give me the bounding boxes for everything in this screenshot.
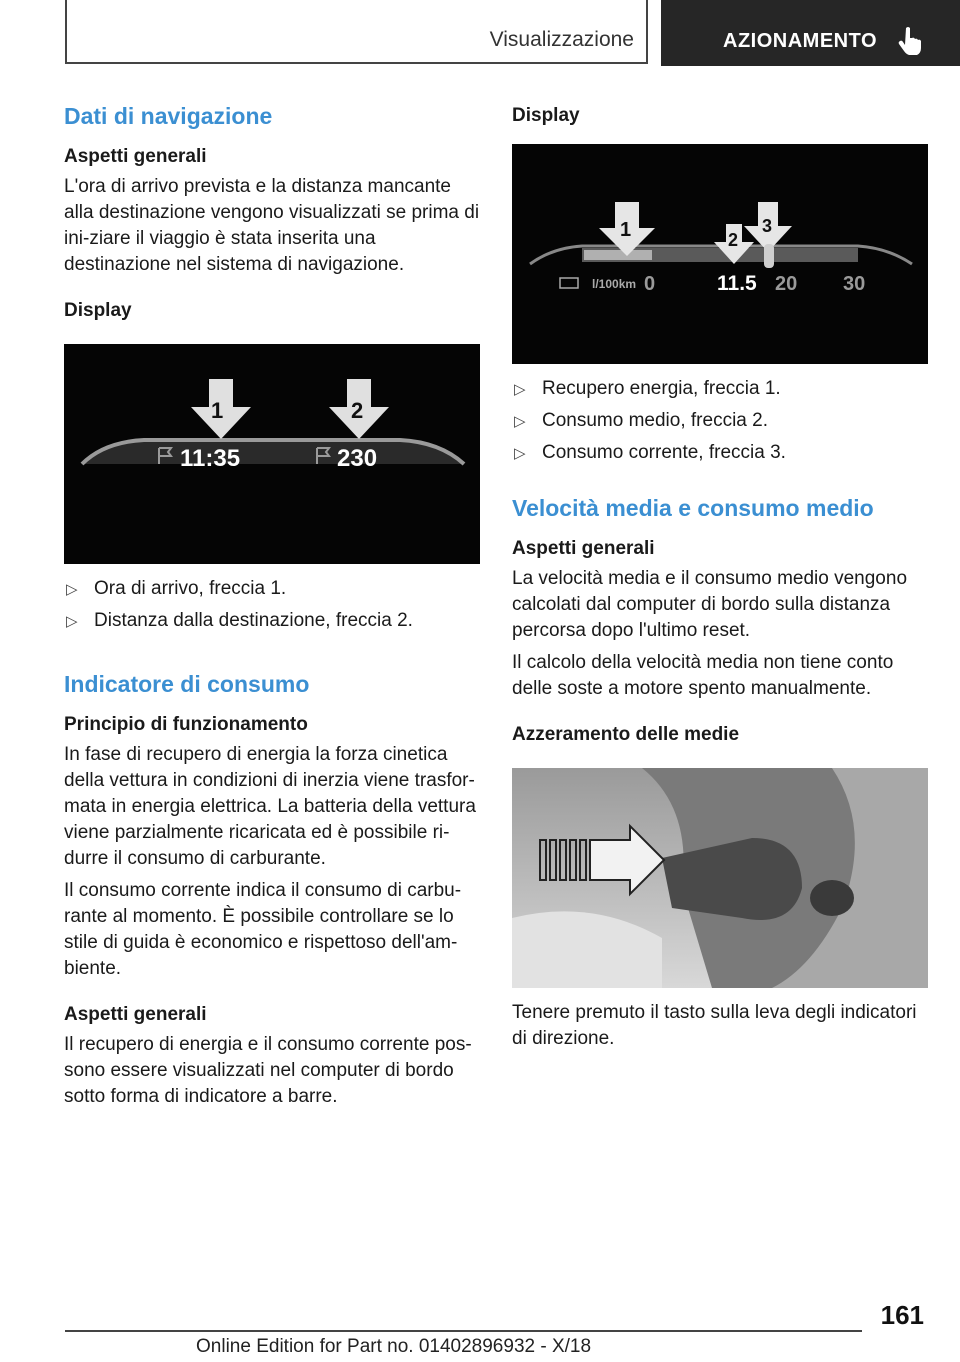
figure-turn-signal-lever	[512, 768, 928, 988]
figure-navigation-display	[64, 344, 480, 564]
list-item: ▷ Consumo corrente, freccia 3.	[512, 440, 928, 466]
bullet-triangle-icon: ▷	[514, 413, 526, 430]
remaining-distance: 230	[337, 445, 378, 472]
arrow-3-label: 3	[762, 216, 773, 236]
arrow-1-label: 1	[620, 219, 632, 241]
paragraph-navigation: L'ora di arrivo prevista e la distanza mancante alla destinazione vengono visualizzati se prima di ini-ziare il viaggio è stata inserita una destinazione nel sistema di navigazione.	[64, 176, 480, 275]
subheading-general: Aspetti generali	[512, 538, 655, 559]
current-marker	[764, 244, 774, 268]
bullet-triangle-icon: ▷	[514, 381, 526, 398]
arrow-1-label: 1	[211, 398, 224, 423]
heading-average-speed-consumption: Velocità media e consumo medio	[512, 495, 874, 521]
chapter-title: AZIONAMENTO	[723, 30, 878, 52]
list-item: ▷ Distanza dalla destinazione, freccia 2.	[64, 608, 480, 634]
section-title: Visualizzazione	[489, 28, 634, 51]
arrival-time: 11:35	[180, 445, 241, 472]
paragraph-reset-instruction: Tenere premuto il tasto sulla leva degli indicatori di direzione.	[512, 1002, 917, 1049]
header-chapter-box	[661, 0, 960, 66]
average-value: 11.5	[717, 272, 757, 295]
header-section-box	[65, 0, 648, 64]
page-number: 161	[880, 1300, 924, 1330]
subheading-display: Display	[512, 105, 580, 126]
footer-edition: Online Edition for Part no. 01402896932 - X/18	[196, 1336, 592, 1357]
paragraph-current-consumption: Il consumo corrente indica il consumo di carbu-rante al momento. È possibile controllare se lo stile di guida è economico e rispettoso dell'am-biente.	[64, 880, 462, 979]
arrow-2-label: 2	[351, 398, 364, 423]
paragraph-principle: In fase di recupero di energia la forza cinetica della vettura in condizioni di inerzia viene trasfor-mata in energia elettrica. La batteria della vettura viene parzialmente ricaricata ed è possibile ri-durre il consumo di carburante.	[64, 744, 476, 869]
list-item: ▷ Consumo medio, freccia 2.	[512, 408, 928, 434]
list-consumption-legend	[512, 376, 928, 466]
bullet-triangle-icon: ▷	[514, 445, 526, 462]
list-navigation-legend	[64, 576, 480, 634]
subheading-display: Display	[64, 300, 132, 321]
paragraph-averages: La velocità media e il consumo medio vengono calcolati dal computer di bordo sulla distanza percorsa dopo l'ultimo reset.	[512, 568, 908, 641]
heading-consumption-indicator: Indicatore di consumo	[64, 671, 310, 697]
subheading-general: Aspetti generali	[64, 1004, 207, 1025]
hand-pointer-icon	[897, 26, 923, 56]
list-item: ▷ Ora di arrivo, freccia 1.	[64, 576, 480, 602]
list-item: ▷ Recupero energia, freccia 1.	[512, 376, 928, 402]
heading-navigation-data: Dati di navigazione	[64, 103, 273, 129]
recuperation-bar	[584, 250, 652, 260]
right-column	[512, 100, 928, 1052]
battery-icon	[560, 278, 578, 288]
bullet-triangle-icon: ▷	[66, 613, 78, 630]
paragraph-bar-display: Il recupero di energia e il consumo corrente pos-sono essere visualizzati nel computer di bordo sotto forma di indicatore a barre.	[64, 1034, 472, 1107]
tick-20: 20	[775, 273, 798, 295]
figure-consumption-display	[512, 144, 928, 364]
unit-label: l/100km	[592, 277, 637, 291]
subheading-general: Aspetti generali	[64, 146, 207, 167]
tick-30: 30	[843, 273, 866, 295]
tick-0: 0	[644, 273, 656, 295]
arrow-2-label: 2	[728, 230, 739, 250]
bullet-triangle-icon: ▷	[66, 581, 78, 598]
paragraph-average-speed: Il calcolo della velocità media non tiene conto delle soste a motore spento manualmente.	[512, 652, 894, 699]
subheading-reset: Azzeramento delle medie	[512, 724, 740, 745]
subheading-principle: Principio di funzionamento	[64, 714, 308, 735]
footer-divider	[65, 1330, 862, 1332]
left-column	[64, 100, 480, 1110]
